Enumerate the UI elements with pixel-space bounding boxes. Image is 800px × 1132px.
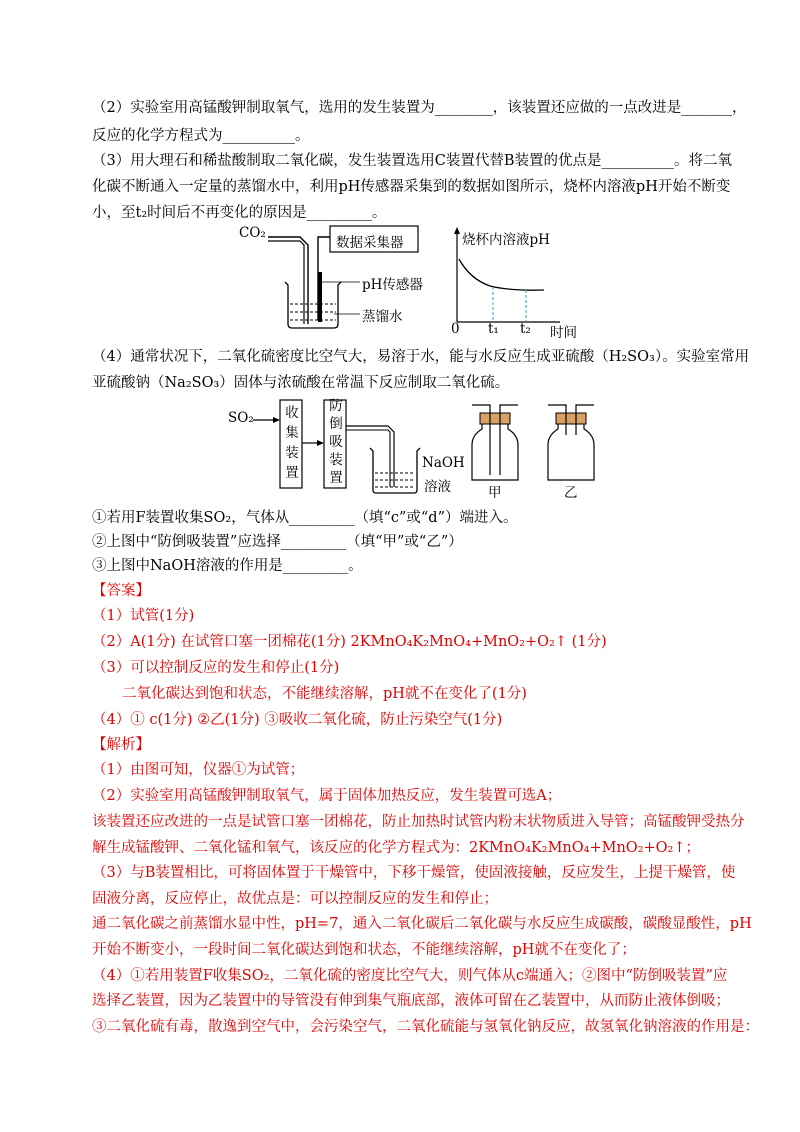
q4-line1: （4）通常状况下，二氧化硫密度比空气大，易溶于水，能与水反应生成亚硫酸（H₂SO₃）。实验室常用 bbox=[92, 349, 750, 365]
q4-sub3: ③上图中NaOH溶液的作用是_________。 bbox=[92, 558, 363, 574]
q2-line2: 反应的化学方程式为__________。 bbox=[92, 128, 310, 144]
analysis-p4: 解生成锰酸钾、二氧化锰和氧气，该反应的化学方程式为：2KMnO₄K₂MnO₄+MnO₂+O₂↑； bbox=[92, 840, 701, 856]
answer-4: （4）① c(1分) ②乙(1分) ③吸收二氧化硫，防止污染空气(1分) bbox=[92, 712, 503, 728]
analysis-p8: 开始不断变小，一段时间二氧化碳达到饱和状态，不能继续溶解，pH就不在变化了； bbox=[92, 942, 636, 958]
co2-label: CO₂ bbox=[239, 225, 266, 241]
graph-x-label: 时间 bbox=[550, 325, 577, 341]
answer-heading: 【答案】 bbox=[92, 583, 150, 599]
q4-sub2: ②上图中“防倒吸装置”应选择_________（填“甲”或“乙”） bbox=[92, 534, 463, 550]
graph-y-label: 烧杯内溶液pH bbox=[462, 232, 550, 248]
analysis-p1: （1）由图可知，仪器①为试管； bbox=[92, 762, 305, 778]
q3-line2: 化碳不断通入一定量的蒸馏水中，利用pH传感器采集到的数据如图所示，烧杯内溶液pH开始不断变 bbox=[92, 179, 731, 195]
graph-t1: t₁ bbox=[488, 321, 499, 337]
graph-t2: t₂ bbox=[520, 321, 531, 337]
analysis-p11: ③二氧化硫有毒，散逸到空气中，会污染空气，二氧化硫能与氢氧化钠反应，故氢氧化钠溶液的作用是： bbox=[92, 1019, 759, 1035]
ph-apparatus-figure bbox=[230, 222, 430, 340]
water-label: 蒸馏水 bbox=[362, 309, 403, 325]
answer-2: （2）A(1分) 在试管口塞一团棉花(1分) 2KMnO₄K₂MnO₄+MnO₂+O₂↑ (1分) bbox=[92, 634, 607, 650]
q4-sub1: ①若用F装置收集SO₂，气体从_________（填“c”或“d”）端进入。 bbox=[92, 510, 518, 526]
answer-3: （3）可以控制反应的发生和停止(1分) bbox=[92, 660, 340, 676]
analysis-p10: 选择乙装置，因为乙装置中的导管没有伸到集气瓶底部，液体可留在乙装置中，从而防止液体倒吸； bbox=[92, 993, 730, 1009]
bottle-yi-label: 乙 bbox=[564, 485, 578, 501]
naoh-label: NaOH bbox=[422, 455, 465, 471]
sensor-label: pH传感器 bbox=[362, 277, 423, 293]
collect-box-label: 收集装置 bbox=[285, 405, 299, 481]
solution-label: 溶液 bbox=[424, 479, 451, 495]
anti-backflow-box-label: 防倒吸装置 bbox=[329, 398, 343, 486]
so2-label: SO₂ bbox=[228, 410, 254, 426]
q4-line2: 亚硫酸钠（Na₂SO₃）固体与浓硫酸在常温下反应制取二氧化硫。 bbox=[92, 375, 510, 391]
analysis-p9: （4）①若用装置F收集SO₂，二氧化硫的密度比空气大，则气体从c端通入；②图中“防倒吸装置”应 bbox=[92, 968, 728, 984]
analysis-p7: 通二氧化碳之前蒸馏水显中性，pH=7，通入二氧化碳后二氧化碳与水反应生成碳酸，碳酸显酸性，pH bbox=[92, 916, 752, 932]
answer-1: （1）试管(1分) bbox=[92, 608, 195, 624]
q3-line1: （3）用大理石和稀盐酸制取二氧化碳，发生装置选用C装置代替B装置的优点是__________。将二氧 bbox=[92, 153, 732, 169]
ph-graph bbox=[440, 224, 590, 340]
analysis-p5: （3）与B装置相比，可将固体置于干燥管中，下移干燥管，使固液接触，反应发生，上提干燥管，使 bbox=[92, 865, 736, 881]
collector-label: 数据采集器 bbox=[336, 235, 404, 251]
q2-line1: （2）实验室用高锰酸钾制取氧气，选用的发生装置为________，该装置还应做的一点改进是_______， bbox=[92, 100, 747, 116]
analysis-p2: （2）实验室用高锰酸钾制取氧气，属于固体加热反应，发生装置可选A； bbox=[92, 788, 562, 804]
q3-line3: 小，至t₂时间后不再变化的原因是_________。 bbox=[92, 205, 387, 221]
analysis-heading: 【解析】 bbox=[92, 737, 150, 753]
so2-apparatus-figure bbox=[228, 395, 608, 501]
answer-3b: 二氧化碳达到饱和状态，不能继续溶解，pH就不在变化了(1分) bbox=[122, 686, 527, 702]
bottle-jia-label: 甲 bbox=[488, 485, 502, 501]
analysis-p3: 该装置还应改进的一点是试管口塞一团棉花，防止加热时试管内粉末状物质进入导管；高锰酸钾受热分 bbox=[92, 814, 745, 830]
analysis-p6: 固液分离，反应停止，故优点是：可以控制反应的发生和停止； bbox=[92, 891, 498, 907]
graph-origin: 0 bbox=[451, 321, 460, 337]
